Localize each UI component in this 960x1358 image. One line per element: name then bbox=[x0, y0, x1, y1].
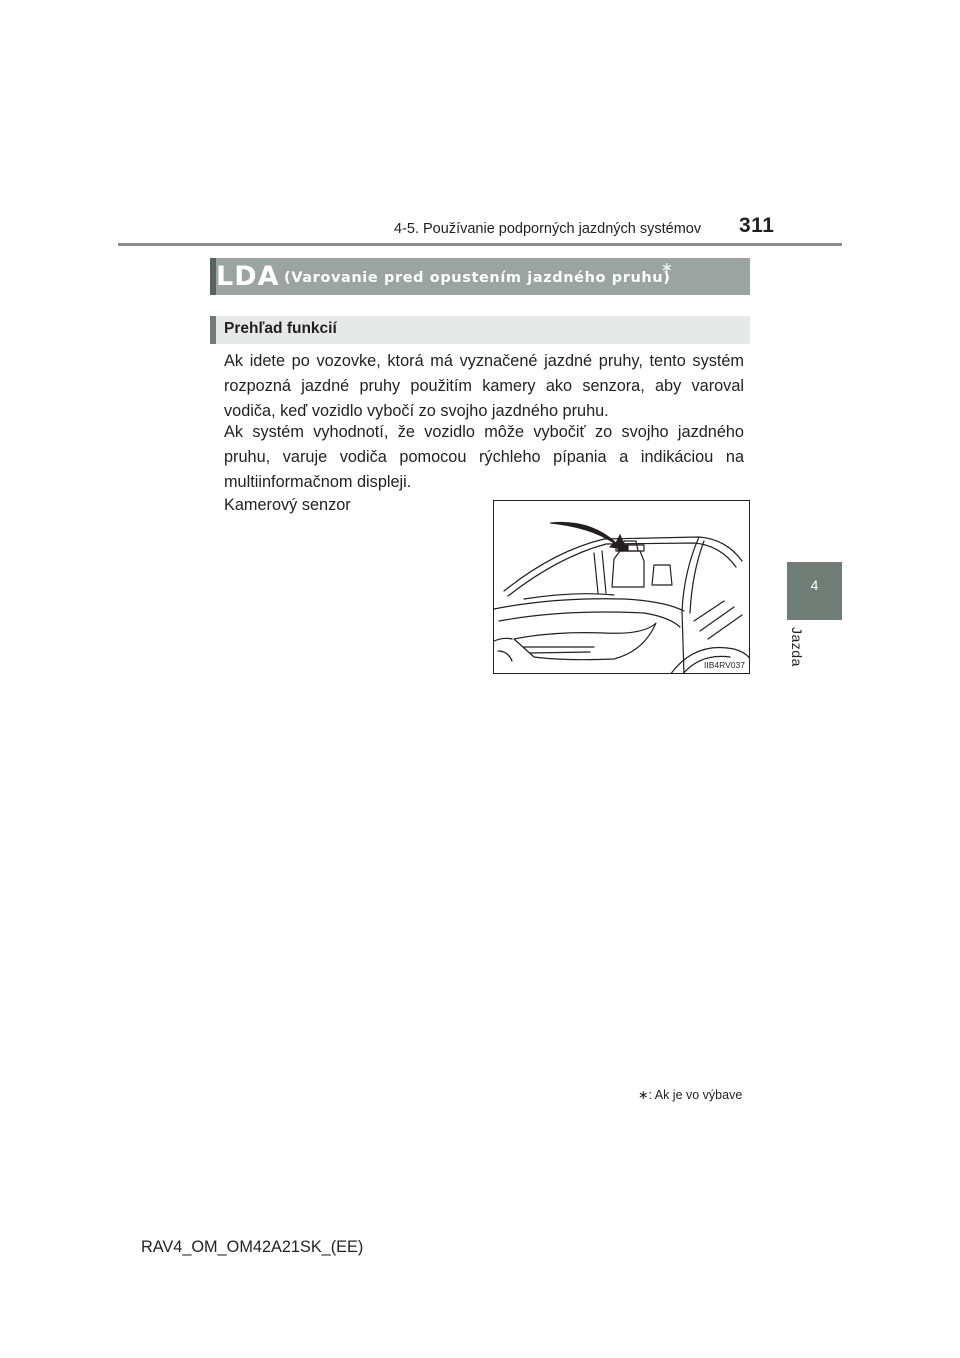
figure-caption: Kamerový senzor bbox=[224, 496, 351, 514]
chapter-tab-label-wrap bbox=[789, 627, 845, 667]
chapter-tab-number: 4 bbox=[810, 577, 819, 593]
header-section-title: 4-5. Používanie podporných jazdných systémov bbox=[394, 221, 702, 237]
pointer-arrow-icon bbox=[550, 522, 626, 549]
body-paragraph: Ak idete po vozovke, ktorá má vyznačené jazdné pruhy, tento systém rozpozná jazdné pruhy použitím kamery ako senzora, aby varoval vodiča, keď vozidlo vybočí zo svojho jazdného pruhu. bbox=[224, 352, 744, 420]
document-code: RAV4_OM_OM42A21SK_(EE) bbox=[141, 1238, 364, 1256]
body-paragraph: Ak systém vyhodnotí, že vozidlo môže vybočiť zo svojho jazdného pruhu, varuje vodiča pomocou rýchleho pípania a indikáciou na multiinformačnom displeji. bbox=[224, 423, 744, 491]
footnote: ∗: Ak je vo výbave bbox=[638, 1088, 743, 1102]
availability-marker-icon: ∗ bbox=[661, 259, 673, 275]
section-title-abbr: LDA bbox=[216, 261, 280, 292]
chapter-tab-label: Jazda bbox=[789, 627, 805, 667]
subheading: Prehľad funkcií bbox=[224, 320, 337, 337]
page-number: 311 bbox=[739, 214, 775, 237]
header-divider bbox=[118, 243, 842, 246]
section-title-full: (Varovanie pred opustením jazdného pruhu) bbox=[284, 270, 671, 286]
camera-sensor-illustration bbox=[493, 500, 750, 674]
figure-id: IIB4RV037 bbox=[704, 660, 745, 670]
car-interior-drawing bbox=[494, 501, 750, 674]
